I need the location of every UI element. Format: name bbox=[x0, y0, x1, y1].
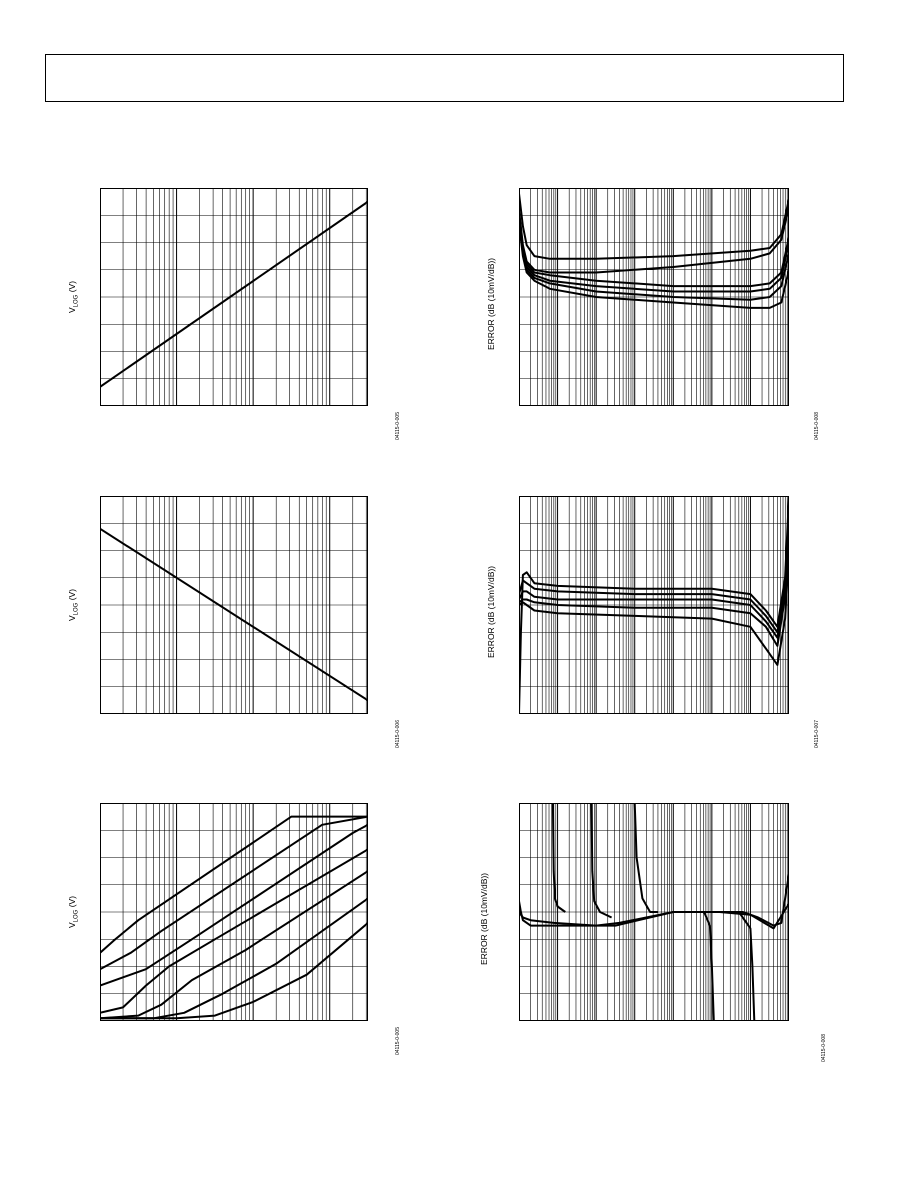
plot-error-1 bbox=[519, 188, 789, 406]
chart-svg-1 bbox=[100, 188, 368, 406]
plot-vlog-vs-input-1 bbox=[100, 188, 368, 406]
page-header-box bbox=[45, 54, 844, 102]
y-axis-label-4: ERROR (dB (10mV/dB)) bbox=[486, 565, 496, 658]
figure-id-4: 04115-0-007 bbox=[814, 720, 820, 748]
y-axis-label-3: $V_{LOG}$ (V) bbox=[67, 588, 80, 621]
figure-id-1: 04115-0-005 bbox=[395, 412, 401, 440]
y-axis-label-6: ERROR (dB (10mV/dB)) bbox=[479, 872, 489, 965]
plot-error-3 bbox=[519, 803, 789, 1021]
chart-svg-2 bbox=[519, 188, 789, 406]
series-line-1 bbox=[100, 529, 368, 701]
plot-vlog-vs-input-3 bbox=[100, 803, 368, 1021]
chart-svg-4 bbox=[519, 496, 789, 714]
series-line-3 bbox=[100, 825, 368, 986]
chart-svg-5 bbox=[100, 803, 368, 1021]
y-axis-label-2: ERROR (dB (10mV/dB)) bbox=[486, 257, 496, 350]
y-axis-label-5: $V_{LOG}$ (V) bbox=[67, 895, 80, 928]
series-line-5 bbox=[100, 871, 368, 1018]
figure-id-3: 04115-0-006 bbox=[395, 720, 401, 748]
chart-svg-6 bbox=[519, 803, 789, 1021]
figure-id-2: 04115-0-008 bbox=[814, 412, 820, 440]
chart-svg-3 bbox=[100, 496, 368, 714]
y-axis-label-1: $V_{LOG}$ (V) bbox=[67, 280, 80, 313]
plot-error-2 bbox=[519, 496, 789, 714]
series-line-2 bbox=[100, 817, 368, 970]
series-line-1 bbox=[100, 202, 368, 387]
figure-id-5: 04115-0-005 bbox=[395, 1027, 401, 1055]
plot-vlog-vs-input-2 bbox=[100, 496, 368, 714]
figure-id-6: 04115-0-008 bbox=[821, 1034, 827, 1062]
series-line-6 bbox=[100, 898, 368, 1018]
